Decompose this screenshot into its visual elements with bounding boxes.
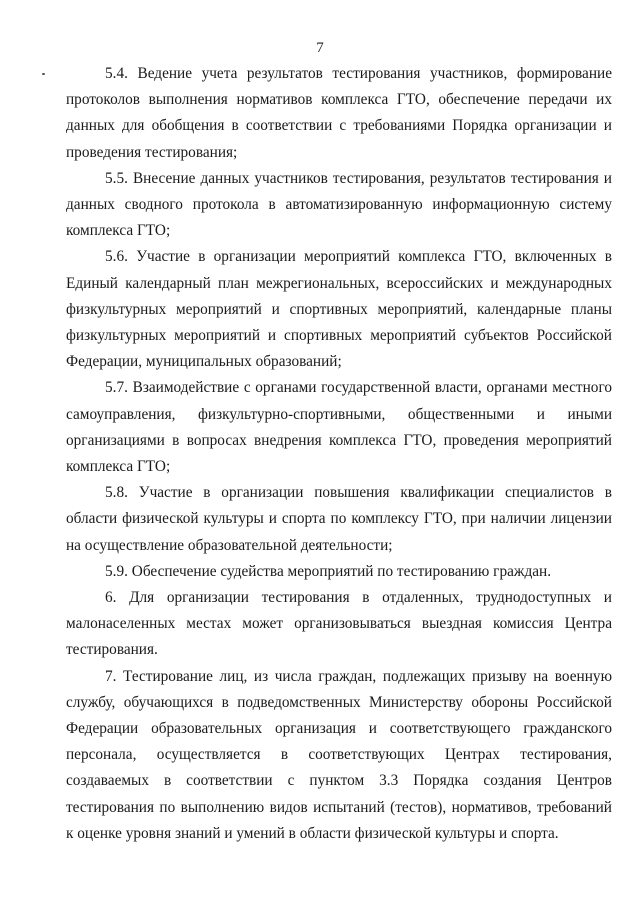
paragraph-7: 7. Тестирование лиц, из числа граждан, подлежащих призыву на военную службу, обучающихся в подведомственных Министерству обороны Российской Федерации образовательных организация и соответствующего гражданского персонала, осуществляется в соответствующих Центрах тестирования, создаваемых в соответствии с пунктом 3.3 Порядка создания Центров тестирования по выполнению видов испытаний (тестов), нормативов, требований к оценке уровня знаний и умений в области физической культуры и спорта. [66,667,612,842]
scan-speck [42,73,45,75]
paragraph-5-9: 5.9. Обеспечение судейства мероприятий по тестированию граждан. [105,562,552,580]
paragraph-5-6: 5.6. Участие в организации мероприятий комплекса ГТО, включенных в Единый календарный план межрегиональных, всероссийских и международных физкультурных мероприятий и спортивных мероприятий, календарные планы физкультурных мероприятий и спортивных мероприятий субъектов Российской Федерации, муниципальных образований; [66,248,612,371]
paragraph-5-5: 5.5. Внесение данных участников тестирования, результатов тестирования и данных сводного протокола в автоматизированную информационную систему комплекса ГТО; [66,169,612,240]
paragraph-5-4: 5.4. Ведение учета результатов тестирования участников, формирование протоколов выполнения нормативов комплекса ГТО, обеспечение передачи их данных для обобщения в соответствии с требованиями Порядка организации и проведения тестирования; [66,65,612,161]
paragraph-5-7: 5.7. Взаимодействие с органами государственной власти, органами местного самоуправления, физкультурно-спортивными, общественными и иными организациями в вопросах внедрения комплекса ГТО, проведения мероприятий комплекса ГТО; [66,379,612,476]
document-body [66,61,612,847]
paragraph-6: 6. Для организации тестирования в отдаленных, труднодоступных и малонаселенных местах может организовываться выездная комиссия Центра тестирования. [66,589,612,659]
paragraph-5-8: 5.8. Участие в организации повышения квалификации специалистов в области физической культуры и спорта по комплексу ГТО, при наличии лицензии на осуществление образовательной деятельности; [66,484,612,554]
page-number: 7 [316,40,324,56]
